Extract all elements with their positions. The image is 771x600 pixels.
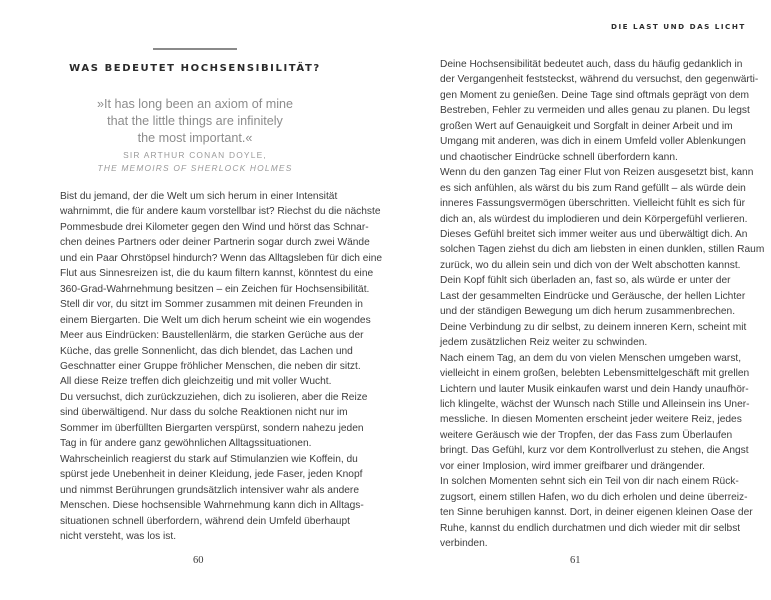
section-divider-rule — [153, 48, 237, 50]
page-number-right: 61 — [570, 555, 581, 566]
text-line: Sommer im überfüllten Biergarten verspürst, sondern nahezu jeden — [60, 422, 364, 434]
text-line: Flut aus Sinnesreizen ist, die du kaum filtern kannst, könntest du eine — [60, 268, 374, 280]
text-line: Lichtern und lauter Musik einkaufen warst und dein Handy unaufhör- — [440, 383, 749, 395]
text-line: sind überwältigend. Nur dass du solche Reaktionen nicht nur im — [60, 407, 348, 419]
epigraph-quote — [0, 96, 390, 147]
text-line: chen deines Partners oder deiner Partnerin sogar durch zwei Wände — [60, 237, 370, 249]
text-line: solchen Tagen ziehst du dich am liebsten in einen dunklen, stillen Raum — [440, 244, 765, 256]
text-line: und nimmst Berührungen grundsätzlich intensiver wahr als andere — [60, 484, 359, 496]
text-line: einem Biergarten. Die Welt um dich herum scheint wie ein wogendes — [60, 314, 371, 326]
text-line: jedem zusätzlichen Reiz weiter zu schwinden. — [440, 337, 648, 349]
text-line: und ein Paar Ohrstöpsel hindurch? Wenn das Alltagsleben für dich eine — [60, 252, 383, 264]
text-line: großen Wert auf Genauigkeit und Sorgfalt in deiner Arbeit und im — [440, 120, 733, 132]
text-line: situationen schnell überfordern, während dein Umfeld überhaupt — [60, 515, 350, 527]
text-line: Bestreben, Fehler zu vermeiden und alles genau zu planen. Du legst — [440, 105, 750, 117]
text-line: Nach einem Tag, an dem du von vielen Menschen umgeben warst, — [440, 352, 742, 364]
body-text-right — [440, 57, 765, 552]
text-line: Stell dir vor, du sitzt im Sommer zusammen mit deinen Freunden in — [60, 299, 363, 311]
text-line: Pommesbude drei Kilometer gegen den Wind und hörst das Schnar- — [60, 221, 369, 233]
text-line: Deine Hochsensibilität bedeutet auch, dass du häufig gedanklich in — [440, 59, 743, 70]
right-page — [385, 0, 771, 600]
text-line: Tag in für andere ganz gewöhnlichen Alltagssituationen. — [60, 438, 312, 450]
text-line: 360-Grad-Wahrnehmung besitzen – ein Zeichen für Hochsensibilität. — [60, 283, 370, 295]
text-line: In solchen Momenten sehnt sich ein Teil von dir nach einem Rück- — [440, 476, 739, 488]
text-line: spürst jede Unebenheit in deiner Kleidung, jede Faser, jeden Knopf — [60, 469, 363, 481]
text-line: nicht versteht, was los ist. — [60, 530, 177, 542]
text-line: Küche, das grelle Sonnenlicht, das dich blendet, das Lachen und — [60, 345, 353, 357]
left-page — [0, 0, 385, 600]
text-line: Menschen. Diese hochsensible Wahrnehmung kann dich in Alltags- — [60, 500, 364, 512]
text-line: dich an, als würdest du implodieren und dein Körpergefühl verlieren. — [440, 213, 748, 225]
attribution-work: THE MEMOIRS OF SHERLOCK HOLMES — [97, 163, 293, 173]
text-line: vor einer Implosion, wird immer greifbarer und drängender. — [440, 460, 705, 472]
text-line: weitere Geräusch wie der Tropfen, der das Fass zum Überlaufen — [440, 429, 733, 441]
quote-line: the most important.« — [137, 131, 253, 145]
text-line: verbinden. — [440, 538, 488, 550]
quote-line: that the little things are infinitely — [107, 114, 283, 128]
text-line: und chaotischer Eindrücke schnell überfordern kann. — [440, 151, 678, 163]
text-line: Geschnatter einer Gruppe fröhlicher Menschen, die neben dir sitzt. — [60, 360, 361, 372]
text-line: gen Moment zu genießen. Deine Tage sind oftmals geprägt von dem — [440, 89, 750, 101]
text-line: vielleicht in einem großen, belebten Lebensmittelgeschäft mit grellen — [440, 368, 750, 380]
text-line: Wahrscheinlich reagierst du stark auf Stimulanzien wie Koffein, du — [60, 453, 358, 465]
quote-line: »It has long been an axiom of mine — [96, 97, 294, 111]
text-line: Dieses Gefühl breitet sich immer weiter aus und überwältigt dich. An — [440, 228, 748, 240]
text-line: Dein Kopf fühlt sich überladen an, fast so, als würde er unter der — [440, 275, 731, 287]
section-heading: WAS BEDEUTET HOCHSENSIBILITÄT? — [69, 63, 321, 74]
text-line: Umgang mit anderen, was dich in einem Umfeld voller Ablenkungen — [440, 136, 746, 148]
running-header: DIE LAST UND DAS LICHT — [611, 22, 746, 31]
text-line: inneres Fassungsvermögen überschritten. Vielleicht fühlt es sich für — [440, 198, 746, 210]
attribution-author: SIR ARTHUR CONAN DOYLE, — [123, 150, 267, 160]
text-line: und der ständigen Bewegung um dich herum zusammenbrechen. — [440, 306, 736, 318]
text-line: zugsort, einem stillen Hafen, wo du dich erholen und deine überreiz- — [440, 491, 748, 503]
text-line: messliche. In diesen Momenten erscheint jeder weitere Reiz, jedes — [440, 414, 742, 426]
text-line: ten Sinne beruhigen kannst. Dort, in deiner eigenen kleinen Oase der — [440, 507, 753, 519]
text-line: Deine Verbindung zu dir selbst, zu deinem inneren Kern, scheint mit — [440, 321, 747, 333]
page-number-left: 60 — [193, 555, 204, 566]
text-line: lich klingelte, wächst der Wunsch nach Stille und Alleinsein ins Uner- — [440, 398, 750, 410]
text-line: es sich anfühlen, als wärst du bis zum Rand gefüllt – als würde dein — [440, 182, 746, 194]
text-line: Wenn du den ganzen Tag einer Flut von Reizen ausgesetzt bist, kann — [440, 167, 754, 179]
text-line: zurück, wo du allein sein und dich von der Welt abschotten kannst. — [440, 259, 741, 271]
quote-attribution — [0, 149, 390, 175]
body-text-left — [60, 189, 383, 544]
text-line: wahrnimmt, die für andere kaum vorstellbar ist? Riechst du die nächste — [60, 206, 381, 218]
text-line: All diese Reize treffen dich gleichzeitig und mit voller Wucht. — [60, 376, 332, 388]
text-line: Last der gesammelten Eindrücke und Geräusche, der hellen Lichter — [440, 290, 746, 302]
text-line: Meer aus Eindrücken: Baustellenlärm, die starken Gerüche aus der — [60, 330, 364, 342]
text-line: Du versuchst, dich zurückzuziehen, dich zu isolieren, aber die Reize — [60, 391, 368, 403]
text-line: der Vergangenheit feststeckst, während du versuchst, den gegenwärti- — [440, 74, 759, 86]
text-line: bringt. Das Gefühl, kurz vor dem Kontrollverlust zu stehen, die Angst — [440, 445, 749, 457]
text-line: Ruhe, kannst du endlich durchatmen und dich wieder mit dir selbst — [440, 522, 741, 534]
text-line: Bist du jemand, der die Welt um sich herum in einer Intensität — [60, 191, 338, 202]
